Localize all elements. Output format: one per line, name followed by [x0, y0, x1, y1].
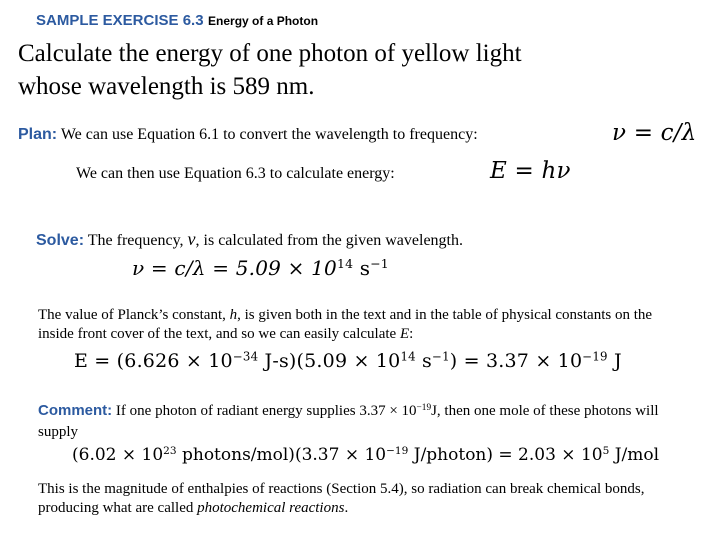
exercise-header — [36, 12, 318, 30]
plan-text-1: We can use Equation 6.1 to convert the wavelength to frequency: — [60, 126, 478, 143]
exercise-label: SAMPLE EXERCISE 6.3 — [36, 12, 204, 29]
plan-equation-2: E = hν — [490, 158, 571, 184]
solve-eq-unit-exp: −1 — [370, 256, 389, 272]
planck-eq-p2: J-s)(5.09 × 10 — [258, 350, 401, 372]
planck-eq-e3: −1 — [432, 349, 450, 364]
solve-label: Solve: — [36, 232, 85, 249]
exercise-subtitle: Energy of a Photon — [208, 14, 319, 28]
plan-line-1 — [18, 126, 478, 144]
planck-eq-e2: 14 — [400, 349, 416, 364]
comment-label: Comment: — [38, 402, 113, 419]
planck-h: h — [229, 307, 238, 323]
planck-text-a: The value of Planck’s constant, — [38, 307, 226, 323]
planck-eq-e4: −19 — [582, 349, 608, 364]
comment-eq-p2: photons/mol)(3.37 × 10 — [176, 445, 387, 465]
conclusion-italic: photochemical reactions — [197, 500, 345, 516]
solve-text-a: The frequency, — [87, 232, 184, 249]
solve-eq-exp: 14 — [336, 256, 354, 272]
planck-eq-p4: ) = 3.37 × 10 — [449, 350, 583, 372]
planck-eq-p3: s — [415, 350, 433, 372]
solve-equation — [132, 256, 389, 280]
plan-label: Plan: — [18, 126, 58, 143]
problem-line-2: whose wavelength is 589 nm. — [18, 73, 315, 100]
solve-eq-unit: s — [353, 256, 371, 280]
solve-symbol: ν — [187, 229, 196, 249]
planck-E: E — [399, 326, 410, 342]
comment-equation — [72, 445, 659, 465]
solve-text-b: , is calculated from the given wavelength. — [195, 232, 463, 249]
planck-paragraph — [38, 306, 688, 344]
plan-equation-1: ν = c/λ — [612, 120, 697, 146]
planck-text-b: , is given both in the text and in the table of physical constants on the inside front cover of the text, and so we can easily calculate — [38, 307, 653, 342]
comment-paragraph — [38, 400, 688, 443]
planck-text-c: : — [409, 326, 414, 342]
planck-eq-p5: J — [607, 350, 622, 372]
planck-equation — [74, 350, 622, 372]
comment-eq-e1: 23 — [163, 445, 177, 458]
planck-eq-e1: −34 — [232, 349, 259, 364]
conclusion-paragraph — [38, 480, 688, 518]
solve-line — [36, 229, 463, 250]
comment-exp: −19 — [416, 402, 432, 413]
comment-text-b: J, then one mole of these photons will supply — [38, 403, 659, 440]
comment-text-a: If one photon of radiant energy supplies 3.37 × 10 — [115, 403, 417, 419]
plan-text-2: We can then use Equation 6.3 to calculate energy: — [76, 165, 395, 182]
solve-eq-main: ν = c/λ = 5.09 × 10 — [132, 256, 337, 280]
comment-eq-e3: 5 — [602, 445, 610, 458]
conclusion-text-b: . — [344, 500, 349, 516]
conclusion-text-a: This is the magnitude of enthalpies of reactions (Section 5.4), so radiation can break chemical bonds, producing what are called — [38, 481, 645, 516]
comment-eq-p4: J/mol — [609, 445, 660, 465]
comment-eq-p3: J/photon) = 2.03 × 10 — [408, 445, 603, 465]
planck-eq-p1: E = (6.626 × 10 — [74, 350, 233, 372]
comment-eq-p1: (6.02 × 10 — [72, 445, 164, 465]
comment-eq-e2: −19 — [386, 445, 409, 458]
problem-line-1: Calculate the energy of one photon of yellow light — [18, 40, 522, 67]
